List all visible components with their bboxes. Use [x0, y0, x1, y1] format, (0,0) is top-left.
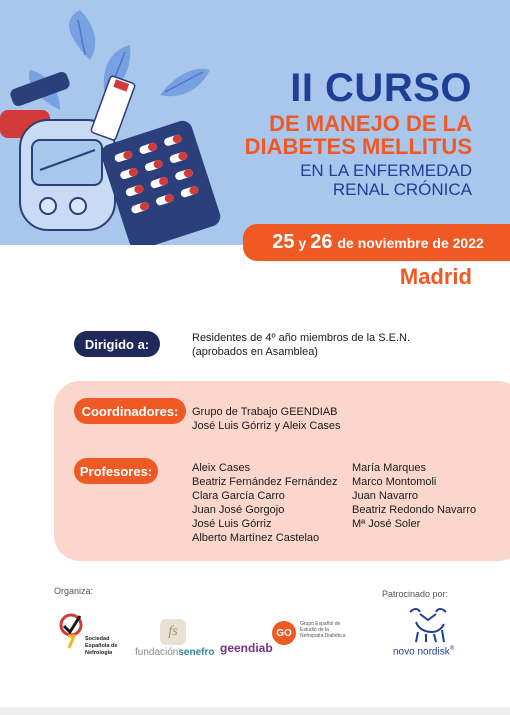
profesor-name: Beatriz Fernández Fernández — [192, 476, 338, 488]
sen-logo-text-2: Española de — [85, 643, 118, 649]
sen-logo-text-1: Sociedad — [85, 636, 110, 642]
hero-banner — [0, 0, 510, 245]
dirigido-label: Dirigido a: — [74, 331, 160, 357]
grupo-text-2: Estudio de la — [300, 627, 329, 633]
date-month-year: de noviembre de 2022 — [337, 234, 484, 251]
date-banner — [243, 224, 510, 261]
profesor-name: Clara García Carro — [192, 490, 285, 502]
profesor-name: Alberto Martínez Castelao — [192, 532, 320, 544]
profesor-name: José Luis Górriz — [192, 518, 272, 530]
grupo-emblem-icon: GO — [272, 621, 296, 645]
fundacion-prefix: fundación — [135, 647, 179, 658]
profesor-name: Marco Montomoli — [352, 476, 437, 488]
sen-logo — [58, 612, 128, 662]
novo-nordisk-text: novo nordisk — [393, 646, 450, 658]
title-line-2: DE MANEJO DE LA — [269, 111, 472, 136]
profesor-name: Beatriz Redondo Navarro — [352, 504, 477, 516]
profesor-name: María Marques — [352, 462, 426, 474]
coordinadores-line-1: Grupo de Trabajo GEENDIAB — [192, 406, 338, 418]
sen-logo-text-3: Nefrología — [85, 650, 113, 656]
dirigido-line-2: (aprobados en Asamblea) — [192, 346, 318, 358]
novo-nordisk-logo — [393, 606, 463, 666]
geendiab-logo: geendiab — [220, 641, 273, 655]
dirigido-line-1: Residentes de 4º año miembros de la S.E.N. — [192, 332, 411, 344]
novo-registered-mark: ® — [449, 646, 455, 652]
fundacion-suffix: senefro — [178, 647, 215, 658]
apis-bull-icon — [406, 606, 450, 644]
page-bottom-edge — [0, 707, 510, 715]
profesor-name: Juan José Gorgojo — [192, 504, 285, 516]
grupo-text-3: Nefropatía Diabética — [300, 633, 346, 639]
sen-emblem-icon — [58, 612, 84, 650]
grupo-espanol-logo — [266, 619, 356, 659]
course-title — [245, 68, 472, 199]
patrocinado-label: Patrocinado por: — [382, 589, 449, 599]
title-line-1: II CURSO — [290, 66, 472, 110]
profesores-label: Profesores: — [74, 458, 158, 484]
profesor-name: Juan Navarro — [352, 490, 419, 502]
coordinadores-line-2: José Luis Górriz y Aleix Cases — [192, 420, 341, 432]
city-label: Madrid — [399, 264, 472, 289]
organiza-label: Organiza: — [54, 586, 94, 596]
date-connector: y — [298, 234, 307, 251]
profesor-name: Mª José Soler — [352, 518, 421, 530]
title-line-5: RENAL CRÓNICA — [332, 180, 472, 199]
fundacion-emblem-icon: fs — [160, 619, 186, 645]
grupo-text-1: Grupo Español de — [300, 621, 341, 627]
title-line-3: DIABETES MELLITUS — [244, 134, 472, 159]
date-day-2: 26 — [310, 231, 333, 253]
title-line-4: EN LA ENFERMEDAD — [300, 161, 472, 180]
coordinadores-label: Coordinadores: — [74, 398, 186, 424]
profesor-name: Aleix Cases — [192, 462, 251, 474]
date-day-1: 25 — [272, 231, 295, 253]
fundacion-senefro-logo — [135, 619, 215, 659]
